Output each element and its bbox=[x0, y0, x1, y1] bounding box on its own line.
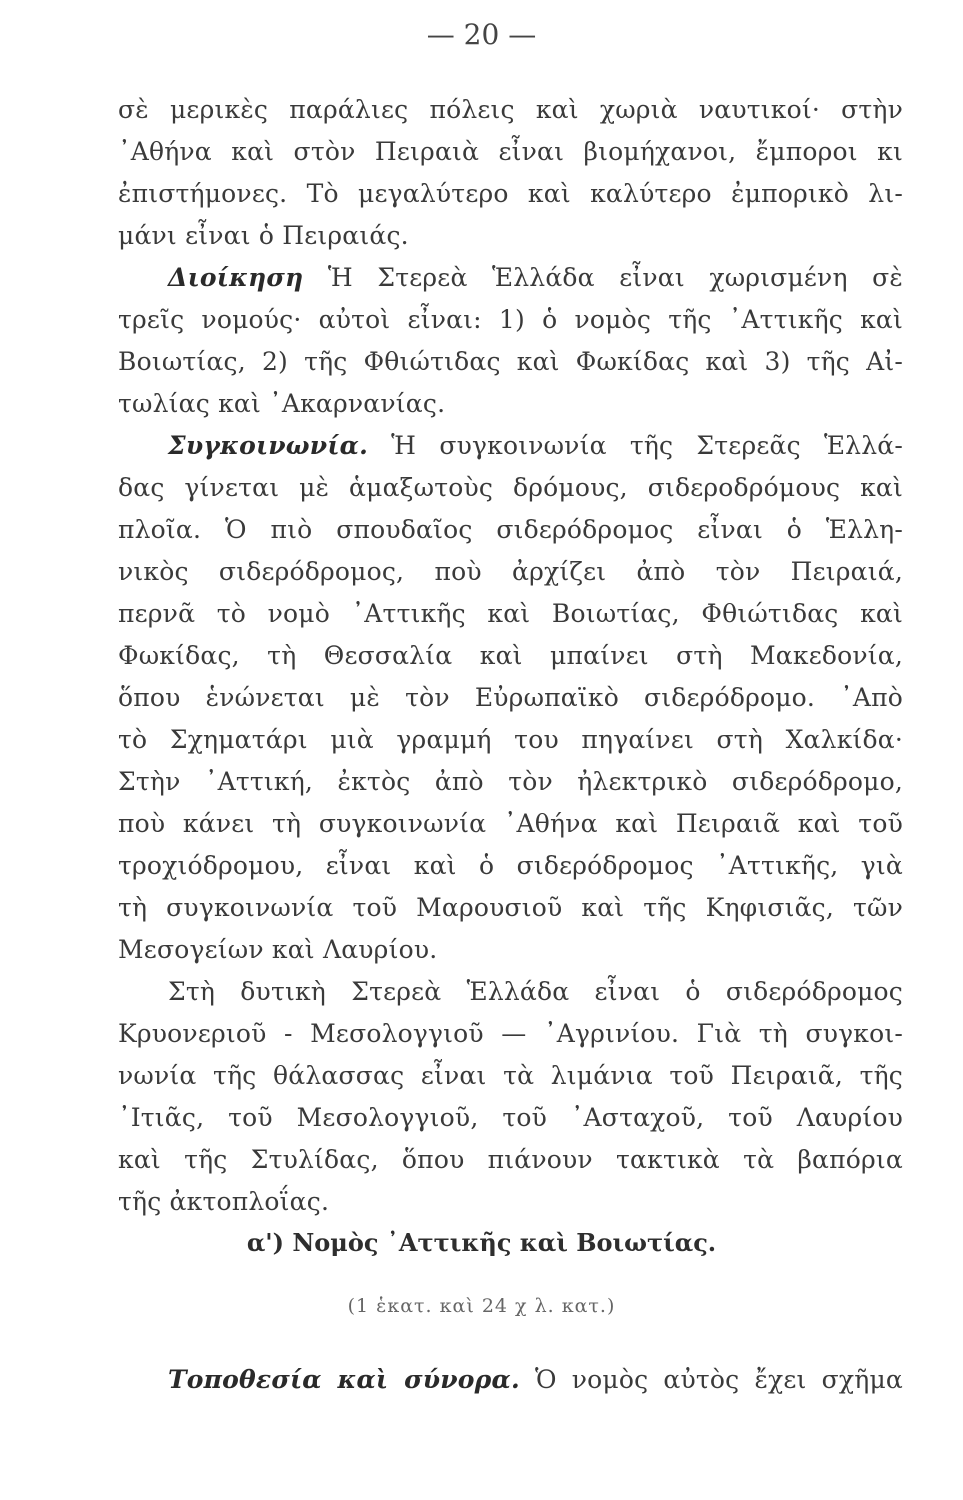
text-line: μάνι εἶναι ὁ Πειραιάς. bbox=[118, 221, 409, 250]
text-line: τῆς ἀκτοπλοΐας. bbox=[118, 1187, 330, 1216]
text-line: τὴ συγκοινωνία τοῦ Μαρουσιοῦ καὶ τῆς Κηφισιᾶς, τῶν bbox=[118, 893, 903, 922]
paragraph-first-line bbox=[118, 1362, 903, 1398]
text-line: Κρυονεριοῦ - Μεσολογγιοῦ — ᾿Αγρινίου. Γιὰ τὴ συγκοι- bbox=[118, 1019, 903, 1048]
text-line: καὶ τῆς Στυλίδας, ὅπου πιάνουν τακτικὰ τὰ βαπόρια bbox=[118, 1145, 903, 1174]
text-line: τροχιόδρομου, εἶναι καὶ ὁ σιδερόδρομος ᾿Αττικῆς, γιὰ bbox=[118, 851, 903, 880]
text-line: δας γίνεται μὲ ἁμαξωτοὺς δρόμους, σιδεροδρόμους καὶ bbox=[118, 473, 903, 502]
text-line: Μεσογείων καὶ Λαυρίου. bbox=[118, 935, 438, 964]
page-number: — 20 — bbox=[426, 18, 537, 51]
section-note: (1 ἑκατ. καὶ 24 χ λ. κατ.) bbox=[347, 1295, 616, 1317]
text-line: ᾿Ιτιᾶς, τοῦ Μεσολογγιοῦ, τοῦ ᾿Ασταχοῦ, τοῦ Λαυρίου bbox=[118, 1103, 903, 1132]
paragraph-first-line bbox=[118, 260, 903, 296]
text-line: νωνία τῆς θάλασσας εἶναι τὰ λιμάνια τοῦ Πειραιᾶ, τῆς bbox=[118, 1061, 903, 1090]
section-run-in-heading: Τοποθεσία καὶ σύνορα. bbox=[168, 1365, 520, 1394]
section-run-in-heading: Διοίκηση bbox=[168, 263, 304, 292]
text-run: Ἡ συγκοινωνία τῆς Στερεᾶς Ἑλλά- bbox=[391, 431, 903, 460]
section-heading: α') Νομὸς ᾿Αττικῆς καὶ Βοιωτίας. bbox=[246, 1228, 717, 1257]
text-line: τρεῖς νομούς· αὐτοὶ εἶναι: 1) ὁ νομὸς τῆς ᾿Αττικῆς καὶ bbox=[118, 305, 903, 334]
text-line: Στὴ δυτικὴ Στερεὰ Ἑλλάδα εἶναι ὁ σιδερόδρομος bbox=[168, 977, 903, 1006]
text-line: ὅπου ἑνώνεται μὲ τὸν Εὐρωπαϊκὸ σιδερόδρομο. ᾿Απὸ bbox=[118, 683, 903, 712]
text-line: ποὺ κάνει τὴ συγκοινωνία ᾿Αθήνα καὶ Πειραιᾶ καὶ τοῦ bbox=[118, 809, 903, 838]
section-run-in-heading: Συγκοινωνία. bbox=[168, 431, 368, 460]
text-line: Στὴν ᾿Αττική, ἐκτὸς ἀπὸ τὸν ἠλεκτρικὸ σιδερόδρομο, bbox=[118, 767, 903, 796]
paragraph-first-line bbox=[118, 428, 903, 464]
text-line: ᾿Αθήνα καὶ στὸν Πειραιὰ εἶναι βιομήχανοι, ἔμποροι κι bbox=[118, 137, 903, 166]
text-line: Βοιωτίας, 2) τῆς Φθιώτιδας καὶ Φωκίδας καὶ 3) τῆς Αἰ- bbox=[118, 347, 903, 376]
text-line: τὸ Σχηματάρι μιὰ γραμμή του πηγαίνει στὴ Χαλκίδα· bbox=[118, 725, 903, 754]
text-line: τωλίας καὶ ᾿Ακαρνανίας. bbox=[118, 389, 446, 418]
text-line: νικὸς σιδερόδρομος, ποὺ ἀρχίζει ἀπὸ τὸν Πειραιά, bbox=[118, 557, 903, 586]
text-line: Φωκίδας, τὴ Θεσσαλία καὶ μπαίνει στὴ Μακεδονία, bbox=[118, 641, 903, 670]
text-run: Ἡ Στερεὰ Ἑλλάδα εἶναι χωρισμένη σὲ bbox=[327, 263, 903, 292]
text-line: ἐπιστήμονες. Τὸ μεγαλύτερο καὶ καλύτερο ἐμπορικὸ λι- bbox=[118, 179, 903, 208]
text-line: πλοῖα. Ὁ πιὸ σπουδαῖος σιδερόδρομος εἶναι ὁ Ἑλλη- bbox=[118, 515, 903, 544]
text-run: Ὁ νομὸς αὐτὸς ἔχει σχῆμα bbox=[534, 1365, 903, 1394]
text-line: σὲ μερικὲς παράλιες πόλεις καὶ χωριὰ ναυτικοί· στὴν bbox=[118, 95, 903, 124]
text-line: περνᾶ τὸ νομὸ ᾿Αττικῆς καὶ Βοιωτίας, Φθιώτιδας καὶ bbox=[118, 599, 903, 628]
